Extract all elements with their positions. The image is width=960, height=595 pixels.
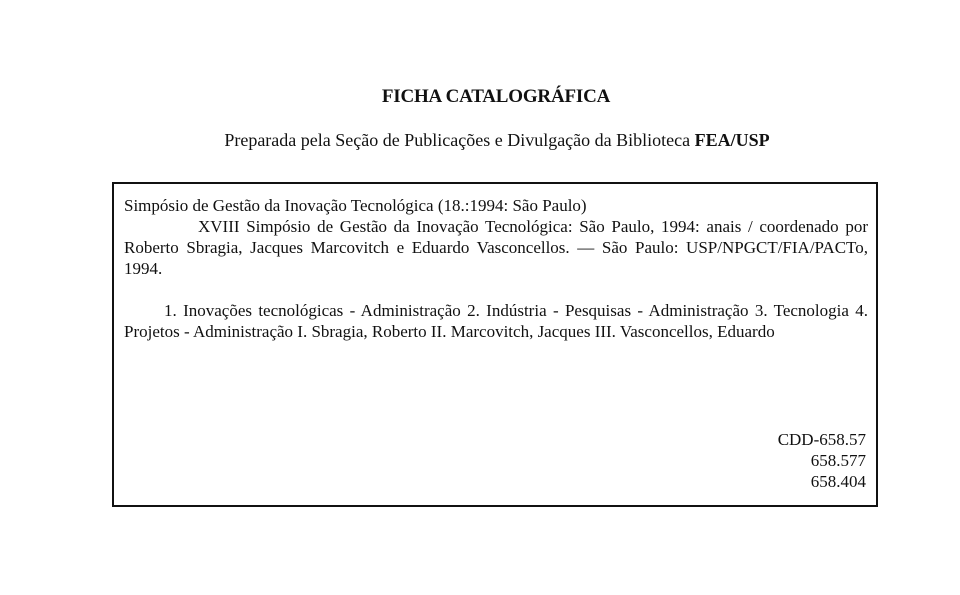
subtitle-organization: FEA/USP <box>694 130 770 150</box>
subject-headings: 1. Inovações tecnológicas - Administração 2. Indústria - Pesquisas - Administração 3. Tecnologia 4. Projetos - Administração I. Sbragia, Roberto II. Marcovitch, Jacques III. Vasconcellos, Eduardo <box>124 301 868 341</box>
cdd-code-3: 658.404 <box>810 472 866 491</box>
entry-description: XVIII Simpósio de Gestão da Inovação Tecnológica: São Paulo, 1994: anais / coordenado por Roberto Sbragia, Jacques Marcovitch e Eduardo Vasconcellos. — São Paulo: USP/NPGCT/FIA/PACTo, 1994. <box>124 217 868 278</box>
cdd-code-2: 658.577 <box>810 451 866 470</box>
cdd-classification <box>778 429 866 492</box>
catalog-card <box>112 182 878 507</box>
subtitle-text: Preparada pela Seção de Publicações e Divulgação da Biblioteca <box>224 130 691 150</box>
catalog-card-text <box>124 195 868 342</box>
page-title: FICHA CATALOGRÁFICA <box>381 86 611 107</box>
main-entry: Simpósio de Gestão da Inovação Tecnológica (18.:1994: São Paulo) <box>124 196 587 215</box>
cdd-code-1: CDD-658.57 <box>777 430 866 449</box>
page-subtitle <box>0 130 960 151</box>
